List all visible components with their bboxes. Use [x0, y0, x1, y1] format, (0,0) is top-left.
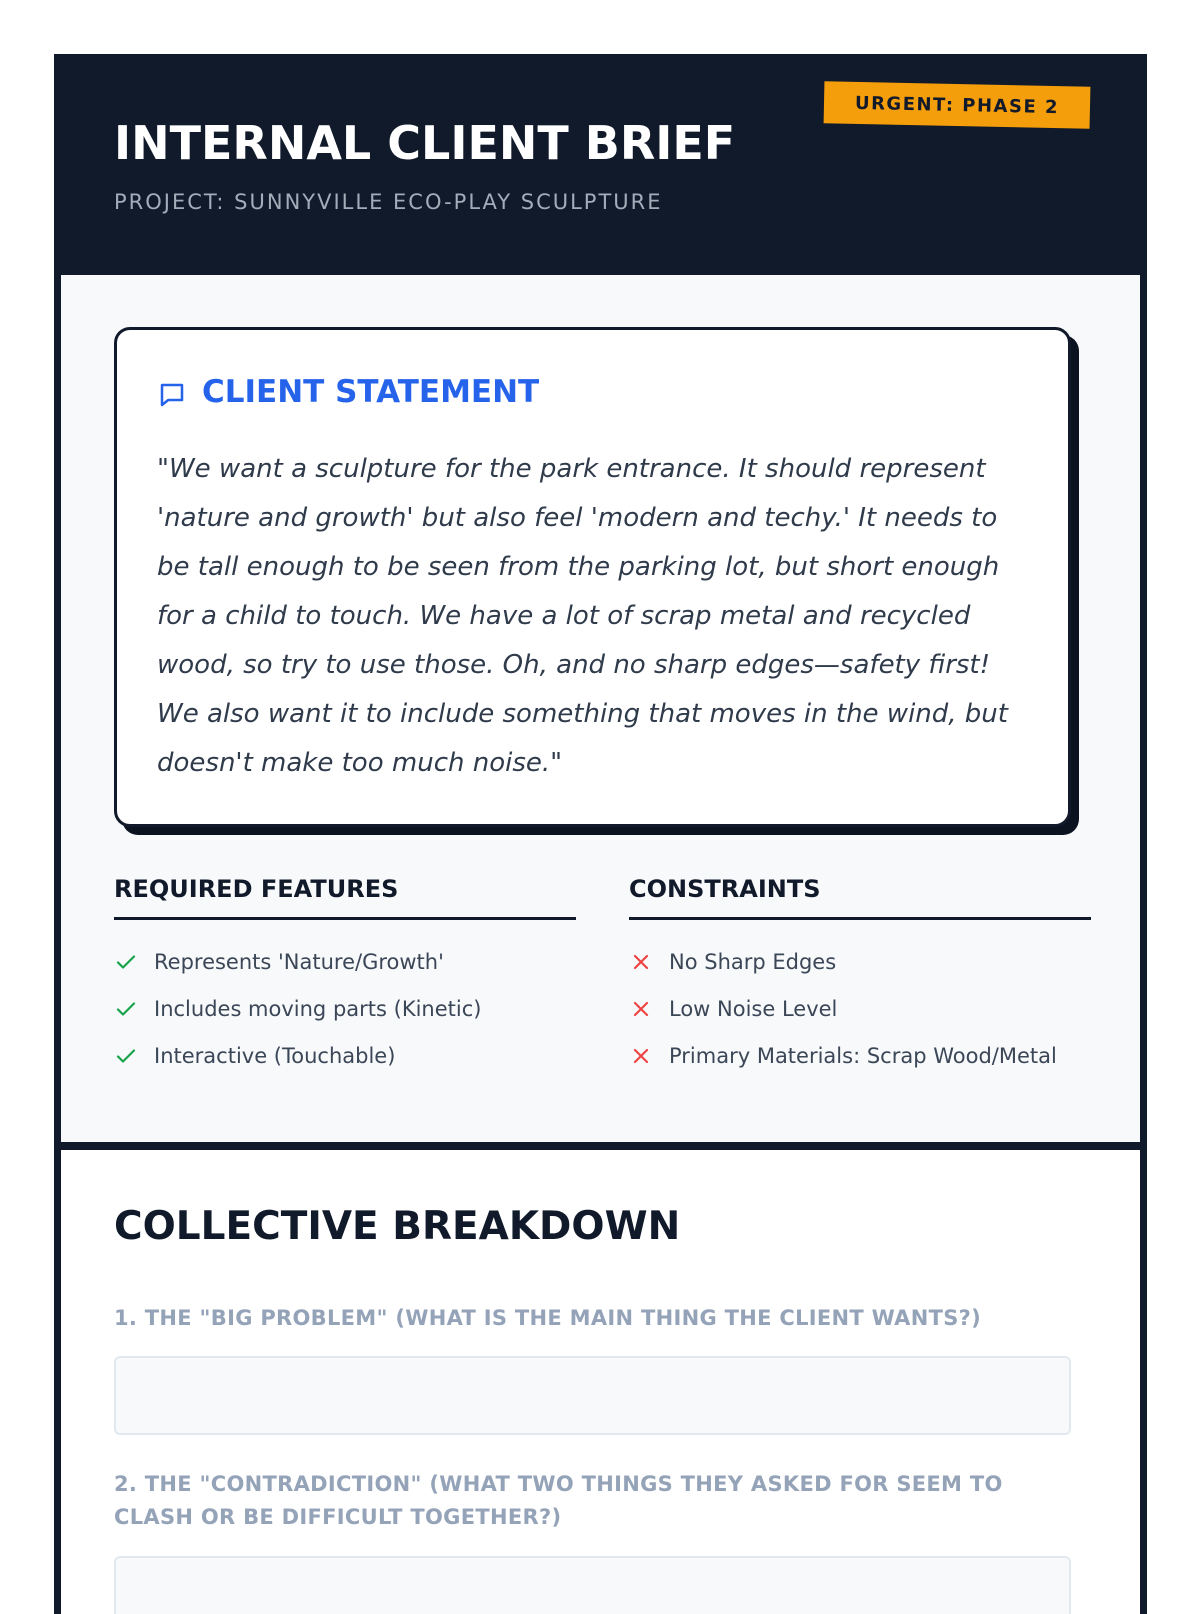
constraints-title: CONSTRAINTS — [629, 875, 1091, 920]
page-title: INTERNAL CLIENT BRIEF — [114, 116, 736, 170]
chat-bubble-icon — [157, 380, 187, 410]
feature-label: Includes moving parts (Kinetic) — [154, 996, 482, 1021]
required-features-title: REQUIRED FEATURES — [114, 875, 576, 920]
features-list — [114, 938, 576, 1079]
list-item — [629, 985, 1091, 1032]
brief-header — [54, 54, 1147, 274]
collective-breakdown — [61, 1150, 1140, 1614]
question-1-label: 1. THE "BIG PROBLEM" (WHAT IS THE MAIN THING THE CLIENT WANTS?) — [114, 1306, 982, 1330]
urgent-badge: URGENT: PHASE 2 — [824, 81, 1091, 129]
list-item — [114, 985, 576, 1032]
client-statement-box — [114, 327, 1071, 827]
list-item — [114, 938, 576, 985]
x-icon — [629, 1044, 653, 1068]
x-icon — [629, 950, 653, 974]
feature-label: Interactive (Touchable) — [154, 1043, 396, 1068]
constraint-label: Primary Materials: Scrap Wood/Metal — [669, 1043, 1057, 1068]
check-icon — [114, 1044, 138, 1068]
constraint-label: No Sharp Edges — [669, 949, 837, 974]
question-2-label: 2. THE "CONTRADICTION" (WHAT TWO THINGS THEY ASKED FOR SEEM TO CLASH OR BE DIFFICULT TOGETHER?) — [114, 1472, 1003, 1529]
list-item — [629, 938, 1091, 985]
contradiction-input[interactable] — [114, 1556, 1071, 1614]
breakdown-title: COLLECTIVE BREAKDOWN — [114, 1204, 681, 1249]
required-features — [114, 875, 576, 1079]
check-icon — [114, 950, 138, 974]
list-item — [114, 1032, 576, 1079]
client-brief-card — [54, 54, 1147, 1614]
client-statement-quote: "We want a sculpture for the park entrance. It should represent 'nature and growth' but also feel 'modern and techy.' It needs to be tall enough to be seen from the parking lot, but short enough for a child to touch. We have a lot of scrap metal and recycled wood, so try to use those. Oh, and no sharp edges—safety first! We also want it to include something that moves in the wind, but doesn't make too much noise." — [157, 454, 1008, 778]
feature-label: Represents 'Nature/Growth' — [154, 949, 444, 974]
big-problem-input[interactable] — [114, 1356, 1071, 1435]
x-icon — [629, 997, 653, 1021]
constraints — [629, 875, 1091, 1079]
list-item — [629, 1032, 1091, 1079]
check-icon — [114, 997, 138, 1021]
project-subtitle: PROJECT: SUNNYVILLE ECO-PLAY SCULPTURE — [114, 190, 663, 214]
constraint-label: Low Noise Level — [669, 996, 838, 1021]
brief-section — [61, 275, 1140, 1142]
constraints-list — [629, 938, 1091, 1079]
client-statement-heading: CLIENT STATEMENT — [202, 374, 540, 410]
